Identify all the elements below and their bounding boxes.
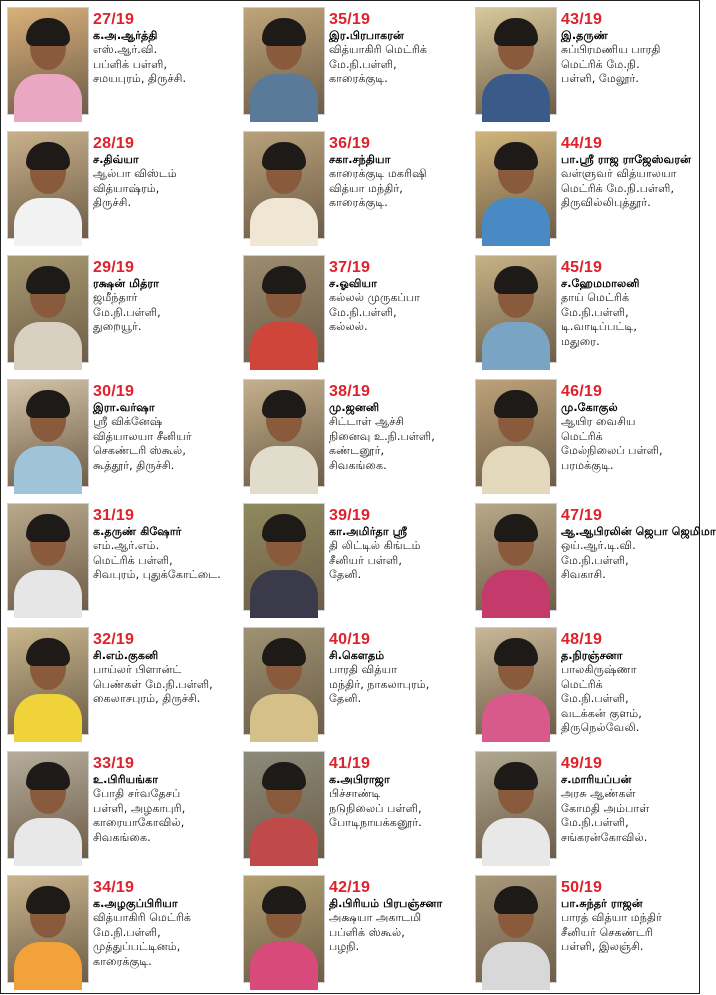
student-number: 37/19 [329,259,371,276]
student-name: க.தருண் கிஷோர் [93,525,182,538]
student-info [93,383,235,473]
student-card [469,747,699,871]
school-line: வள்ளுவர் வித்யாலயா [561,167,677,180]
school-line: காரைக்குடி. [329,72,388,85]
student-card [1,623,237,747]
school-line: பள்ளி, இலஞ்சி. [561,940,644,953]
student-info [329,755,467,831]
student-card [237,747,469,871]
student-photo [475,875,557,983]
school-line: பள்ளி, அழகாபுரி, [93,801,186,815]
student-number: 42/19 [329,879,371,896]
school-line: வித்யாகிரி மெட்ரிக் [93,911,192,924]
student-name: மு.கோகுல் [561,401,618,414]
school-line: பப்ளிக் ஸ்கூல், [329,925,405,939]
student-photo [475,627,557,735]
school-line: முத்துப்பட்டினம், [93,940,181,953]
school-line: சிவகங்கை. [93,830,151,844]
student-number: 49/19 [561,755,603,772]
school-line: துறையூர். [93,320,142,333]
student-name: ஆ.ஆபிரலின் ஜெபா ஜெமிமா [561,525,716,538]
school-line: பாரதி வித்யா [329,663,398,676]
school-line: மே.நி.பள்ளி, [329,305,397,319]
school-line: ஆயிர வைசிய [561,415,636,428]
student-info [329,631,467,707]
student-number: 34/19 [93,879,135,896]
student-info [561,507,716,583]
student-info [93,507,235,583]
student-card [1,499,237,623]
student-info [561,631,697,736]
student-info [329,507,467,583]
student-number: 30/19 [93,383,135,400]
student-photo [7,7,89,115]
school-line: மந்திர், நாகலாபுரம், [329,677,430,691]
school-line: மே.நி.பள்ளி, [561,692,629,705]
school-line: அக்ஷயா அகாடமி [329,911,422,924]
student-photo [243,7,325,115]
student-card [1,871,237,995]
school-line: மே.நி.பள்ளி, [561,816,629,829]
student-number: 33/19 [93,755,135,772]
student-photo [243,627,325,735]
student-photo [243,379,325,487]
school-line: டி.வாடிப்பட்டி, [561,320,637,333]
school-line: சிவகாசி. [561,568,606,581]
school-line: மதுரை. [561,334,600,348]
student-name: இரா.வர்ஷா [93,401,155,414]
school-line: சிவகங்கை. [329,458,387,472]
student-photo [243,503,325,611]
school-line: மே.நி.பள்ளி, [561,553,629,567]
school-line: கண்டனூர், [329,444,385,457]
student-info [93,11,235,87]
student-info [561,755,697,845]
school-line: மெட்ரிக் பள்ளி, [93,553,173,567]
student-info [93,755,235,845]
student-card [1,375,237,499]
student-photo [243,255,325,363]
school-line: மே.நி.பள்ளி, [561,305,629,319]
student-name: இ.தருண் [561,29,609,42]
student-name: உ.பிரியங்கா [93,773,159,786]
student-info [93,879,235,969]
student-info [93,135,235,211]
school-line: தேனி. [329,692,362,705]
student-card [469,499,716,623]
student-card [1,747,237,871]
student-info [561,383,697,473]
student-number: 38/19 [329,383,371,400]
school-line: பரமக்குடி. [561,458,614,472]
student-number: 39/19 [329,507,371,524]
student-photo [7,751,89,859]
student-photo [7,379,89,487]
student-number: 46/19 [561,383,603,400]
school-line: பெண்கள் மே.நி.பள்ளி, [93,677,213,691]
student-info [93,259,235,335]
student-photo [475,7,557,115]
student-number: 45/19 [561,259,603,276]
student-number: 41/19 [329,755,371,772]
student-number: 36/19 [329,135,371,152]
student-info [561,259,697,349]
school-line: மே.நி.பள்ளி, [93,925,161,939]
school-line: காரைக்குடி மகரிஷி [329,167,427,180]
student-card [469,251,699,375]
school-line: வித்யாலயா சீனியர் [93,429,192,443]
student-card [469,127,699,251]
school-line: சீனியர் செகண்டரி [561,925,653,939]
school-line: ஆல்பா விஸ்டம் [93,167,177,180]
student-photo [475,503,557,611]
student-number: 40/19 [329,631,371,648]
student-info [561,879,697,955]
school-line: திருவில்லிபுத்தூர். [561,196,651,209]
school-line: அரசு ஆண்கள் [561,787,636,800]
student-info [329,383,467,473]
student-name: சி.கௌதம் [329,649,385,662]
school-line: பழநி. [329,940,360,953]
student-name: ச.திவ்யா [93,153,139,166]
school-line: கோமதி அம்பாள் [561,801,650,815]
student-name: சகா.சந்தியா [329,153,391,166]
school-line: ஸ்ரீ விக்னேஷ் [93,415,163,428]
school-line: சீனியர் பள்ளி, [329,553,402,567]
student-card [469,623,699,747]
student-card [469,871,699,995]
school-line: கைலாசபுரம், திருச்சி. [93,692,201,705]
school-line: கல்லல். [329,320,368,333]
student-photo [243,751,325,859]
student-card [1,251,237,375]
school-line: தேனி. [329,568,362,581]
student-info [93,631,235,707]
student-name: தி.பிரியம் பிரபஞ்சனா [329,897,443,910]
student-info [561,135,697,211]
school-line: சிவபுரம், புதுக்கோட்டை. [93,568,221,581]
student-name: ச.ஓவியா [329,277,377,290]
school-line: நினைவு உ.நி.பள்ளி, [329,429,435,443]
school-line: பாய்லர் பிளான்ட் [93,663,182,676]
school-line: பிச்சாண்டி [329,787,381,800]
school-line: சுப்பிரமணிய பாரதி [561,43,661,56]
student-number: 50/19 [561,879,603,896]
student-card [469,3,699,127]
student-photo [475,255,557,363]
school-line: மெட்ரிக் [561,677,603,691]
student-card [1,127,237,251]
student-info [329,879,467,955]
student-name: ச.மாரியப்பன் [561,773,632,786]
student-name: பா.ஸ்ரீ ராஜ ராஜேஸ்வரன் [561,153,691,166]
school-line: எஸ்.ஆர்.வி. [93,43,158,56]
student-number: 47/19 [561,507,603,524]
student-name: கா.அமிர்தா ஸ்ரீ [329,525,408,538]
student-card [237,871,469,995]
school-line: மெட்ரிக் [561,429,603,443]
student-name: சி.எம்.குகனி [93,649,159,662]
student-info [329,11,467,87]
student-number: 31/19 [93,507,135,524]
student-name: க.அ.ஆர்த்தி [93,29,158,42]
school-line: மெட்ரிக் மே.நி.பள்ளி, [561,181,675,195]
school-line: நடுநிலைப் பள்ளி, [329,801,422,815]
student-photo [7,503,89,611]
student-name: க.அழகுப்பிரியா [93,897,178,910]
school-line: செகண்டரி ஸ்கூல், [93,444,186,457]
student-name: ரக்ஷன் மித்ரா [93,277,159,290]
student-card [237,499,469,623]
student-photo [243,875,325,983]
school-line: சங்கரன்கோவில். [561,830,648,844]
school-line: காரைக்குடி. [93,954,152,968]
student-card [469,375,699,499]
school-line: பாலகிருஷ்ணா [561,663,637,676]
school-line: கூத்தூர், திருச்சி. [93,458,175,472]
school-line: கல்லல் முருகப்பா [329,291,421,304]
student-card [237,3,469,127]
school-line: பாரத் வித்யா மந்திர் [561,911,662,924]
student-info [561,11,697,87]
student-photo [7,875,89,983]
school-line: பள்ளி, மேலூர். [561,72,639,85]
school-line: மேல்நிலைப் பள்ளி, [561,444,663,457]
student-number: 27/19 [93,11,135,28]
school-line: மே.நி.பள்ளி, [93,305,161,319]
student-name: ச.ஹேமமாலனி [561,277,640,290]
student-name: மு.ஜனனி [329,401,380,414]
student-card [237,375,469,499]
school-line: ஜமீந்தார் [93,291,138,304]
student-number: 43/19 [561,11,603,28]
student-number: 29/19 [93,259,135,276]
student-info [329,259,467,335]
student-photo [7,131,89,239]
student-photo [475,751,557,859]
school-line: தி லிட்டில் கிங்டம் [329,539,421,552]
student-card [237,251,469,375]
school-line: திருநெல்வேலி. [561,721,640,734]
school-line: திருச்சி. [93,196,132,209]
school-line: காரையாகோவில், [93,816,185,829]
student-name: பா.சுந்தர் ராஜன் [561,897,643,910]
school-line: மே.நி.பள்ளி, [329,57,397,71]
school-line: போடிநாயக்கனூர். [329,816,422,829]
student-card [237,127,469,251]
student-card [237,623,469,747]
school-line: வித்யா மந்திர், [329,181,403,195]
student-number: 44/19 [561,135,603,152]
student-number: 48/19 [561,631,603,648]
student-name: த.நிரஞ்சனா [561,649,623,662]
student-photo [7,627,89,735]
school-line: காரைக்குடி. [329,196,388,209]
school-line: ஒய்.ஆர்.டி.வி. [561,539,636,552]
student-info [329,135,467,211]
student-photo [7,255,89,363]
student-name: க.அபிராஜா [329,773,390,786]
student-number: 28/19 [93,135,135,152]
student-photo [243,131,325,239]
school-line: வடக்கன் குளம், [561,706,642,720]
school-line: மெட்ரிக் மே.நி. [561,57,640,71]
student-number: 32/19 [93,631,135,648]
school-line: வித்யாகிரி மெட்ரிக் [329,43,428,56]
student-card [1,3,237,127]
school-line: சிட்டாள் ஆச்சி [329,415,405,428]
student-number: 35/19 [329,11,371,28]
school-line: வித்யாஷ்ரம், [93,181,160,195]
student-photo [475,131,557,239]
school-line: சமயபுரம், திருச்சி. [93,72,187,85]
student-photo [475,379,557,487]
school-line: தாய் மெட்ரிக் [561,291,630,304]
school-line: எம்.ஆர்.எம். [93,539,160,552]
school-line: பப்ளிக் பள்ளி, [93,57,168,71]
student-name: இர.பிரபாகரன் [329,29,404,42]
school-line: போதி சர்வதேசப் [93,787,181,800]
